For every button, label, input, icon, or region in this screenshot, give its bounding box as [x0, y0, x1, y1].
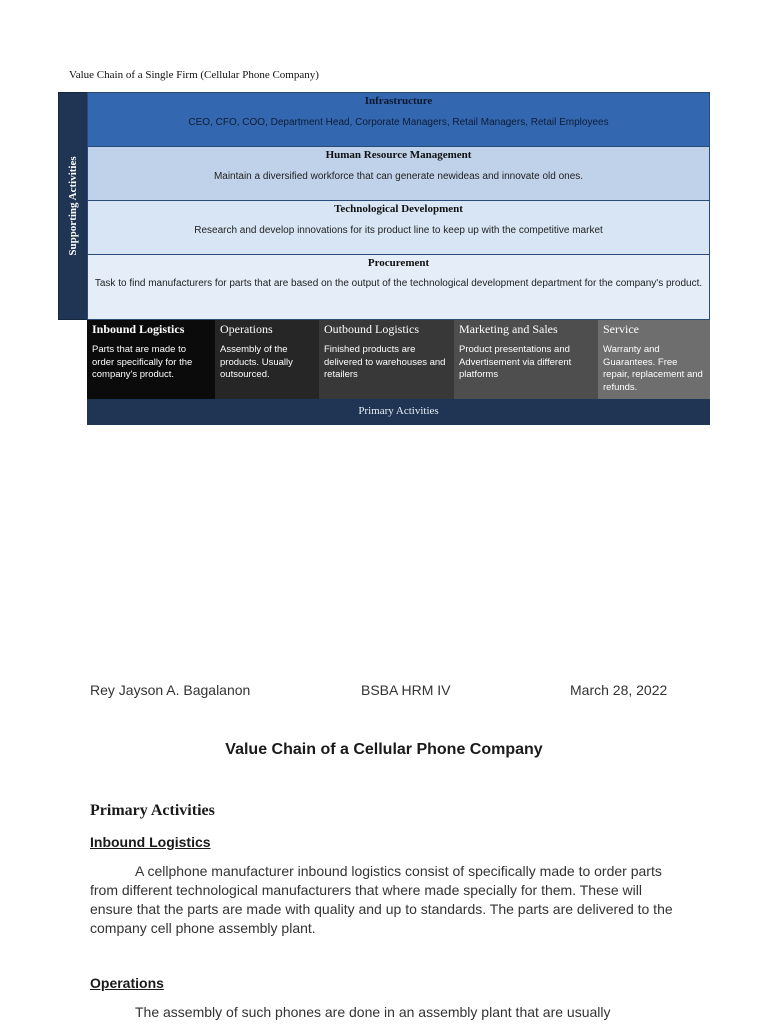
- inbound-logistics-heading: Inbound Logistics: [90, 834, 211, 850]
- service-text: Warranty and Guarantees. Free repair, replacement and refunds.: [603, 344, 703, 393]
- section-heading: Primary Activities: [90, 802, 215, 819]
- supporting-activities-bar: [58, 92, 88, 320]
- service-block: [598, 320, 710, 399]
- tech-development-title: Technological Development: [334, 203, 463, 215]
- infrastructure-desc: CEO, CFO, COO, Department Head, Corporate Managers, Retail Managers, Retail Employees: [188, 117, 609, 128]
- operations-title: Operations: [220, 322, 273, 336]
- procurement-desc: Task to find manufacturers for parts that are based on the output of the technological development department for the company's product.: [94, 278, 703, 289]
- marketing-sales-text: Product presentations and Advertisement via different platforms: [459, 344, 572, 380]
- operations-block: [215, 320, 319, 399]
- marketing-sales-title: Marketing and Sales: [459, 322, 558, 336]
- service-title: Service: [603, 322, 639, 336]
- inbound-logistics-paragraph: A cellphone manufacturer inbound logistics consist of specifically made to order parts from different technological manufacturers that where made specially for them. These will ensure that the parts are made with quality and up to standards. The parts are delivered to the company cell phone assembly plant.: [90, 863, 673, 936]
- author-name: Rey Jayson A. Bagalanon: [90, 682, 251, 698]
- inbound-logistics-title: Inbound Logistics: [92, 322, 185, 336]
- tech-development-block: [87, 200, 710, 255]
- document-date: March 28, 2022: [570, 682, 668, 698]
- infrastructure-block: [87, 92, 710, 147]
- hrm-block: [87, 146, 710, 201]
- inbound-logistics-text: Parts that are made to order specifically for the company's product.: [92, 344, 193, 380]
- procurement-block: [87, 254, 710, 320]
- hrm-title: Human Resource Management: [325, 149, 472, 161]
- operations-text: Assembly of the products. Usually outsourced.: [220, 344, 293, 380]
- figure-caption: Value Chain of a Single Firm (Cellular Phone Company): [69, 69, 319, 81]
- hrm-desc: Maintain a diversified workforce that can generate newideas and innovate old ones.: [213, 171, 584, 182]
- outbound-logistics-text: Finished products are delivered to warehouses and retailers: [324, 344, 446, 380]
- value-chain-diagram: [58, 92, 710, 425]
- procurement-title: Procurement: [367, 257, 430, 269]
- primary-activities-label: Primary Activities: [87, 399, 710, 425]
- operations-heading: Operations: [90, 975, 164, 991]
- infrastructure-title: Infrastructure: [364, 95, 433, 107]
- document-title: Value Chain of a Cellular Phone Company: [225, 741, 543, 758]
- outbound-logistics-title: Outbound Logistics: [324, 322, 419, 336]
- supporting-activities-label: Supporting Activities: [67, 156, 79, 256]
- program-name: BSBA HRM IV: [361, 682, 451, 698]
- outbound-logistics-block: [319, 320, 454, 399]
- tech-development-desc: Research and develop innovations for its product line to keep up with the competitive market: [194, 225, 603, 236]
- marketing-sales-block: [454, 320, 598, 399]
- inbound-logistics-block: [87, 320, 215, 399]
- operations-paragraph: The assembly of such phones are done in an assembly plant that are usually: [135, 1004, 611, 1020]
